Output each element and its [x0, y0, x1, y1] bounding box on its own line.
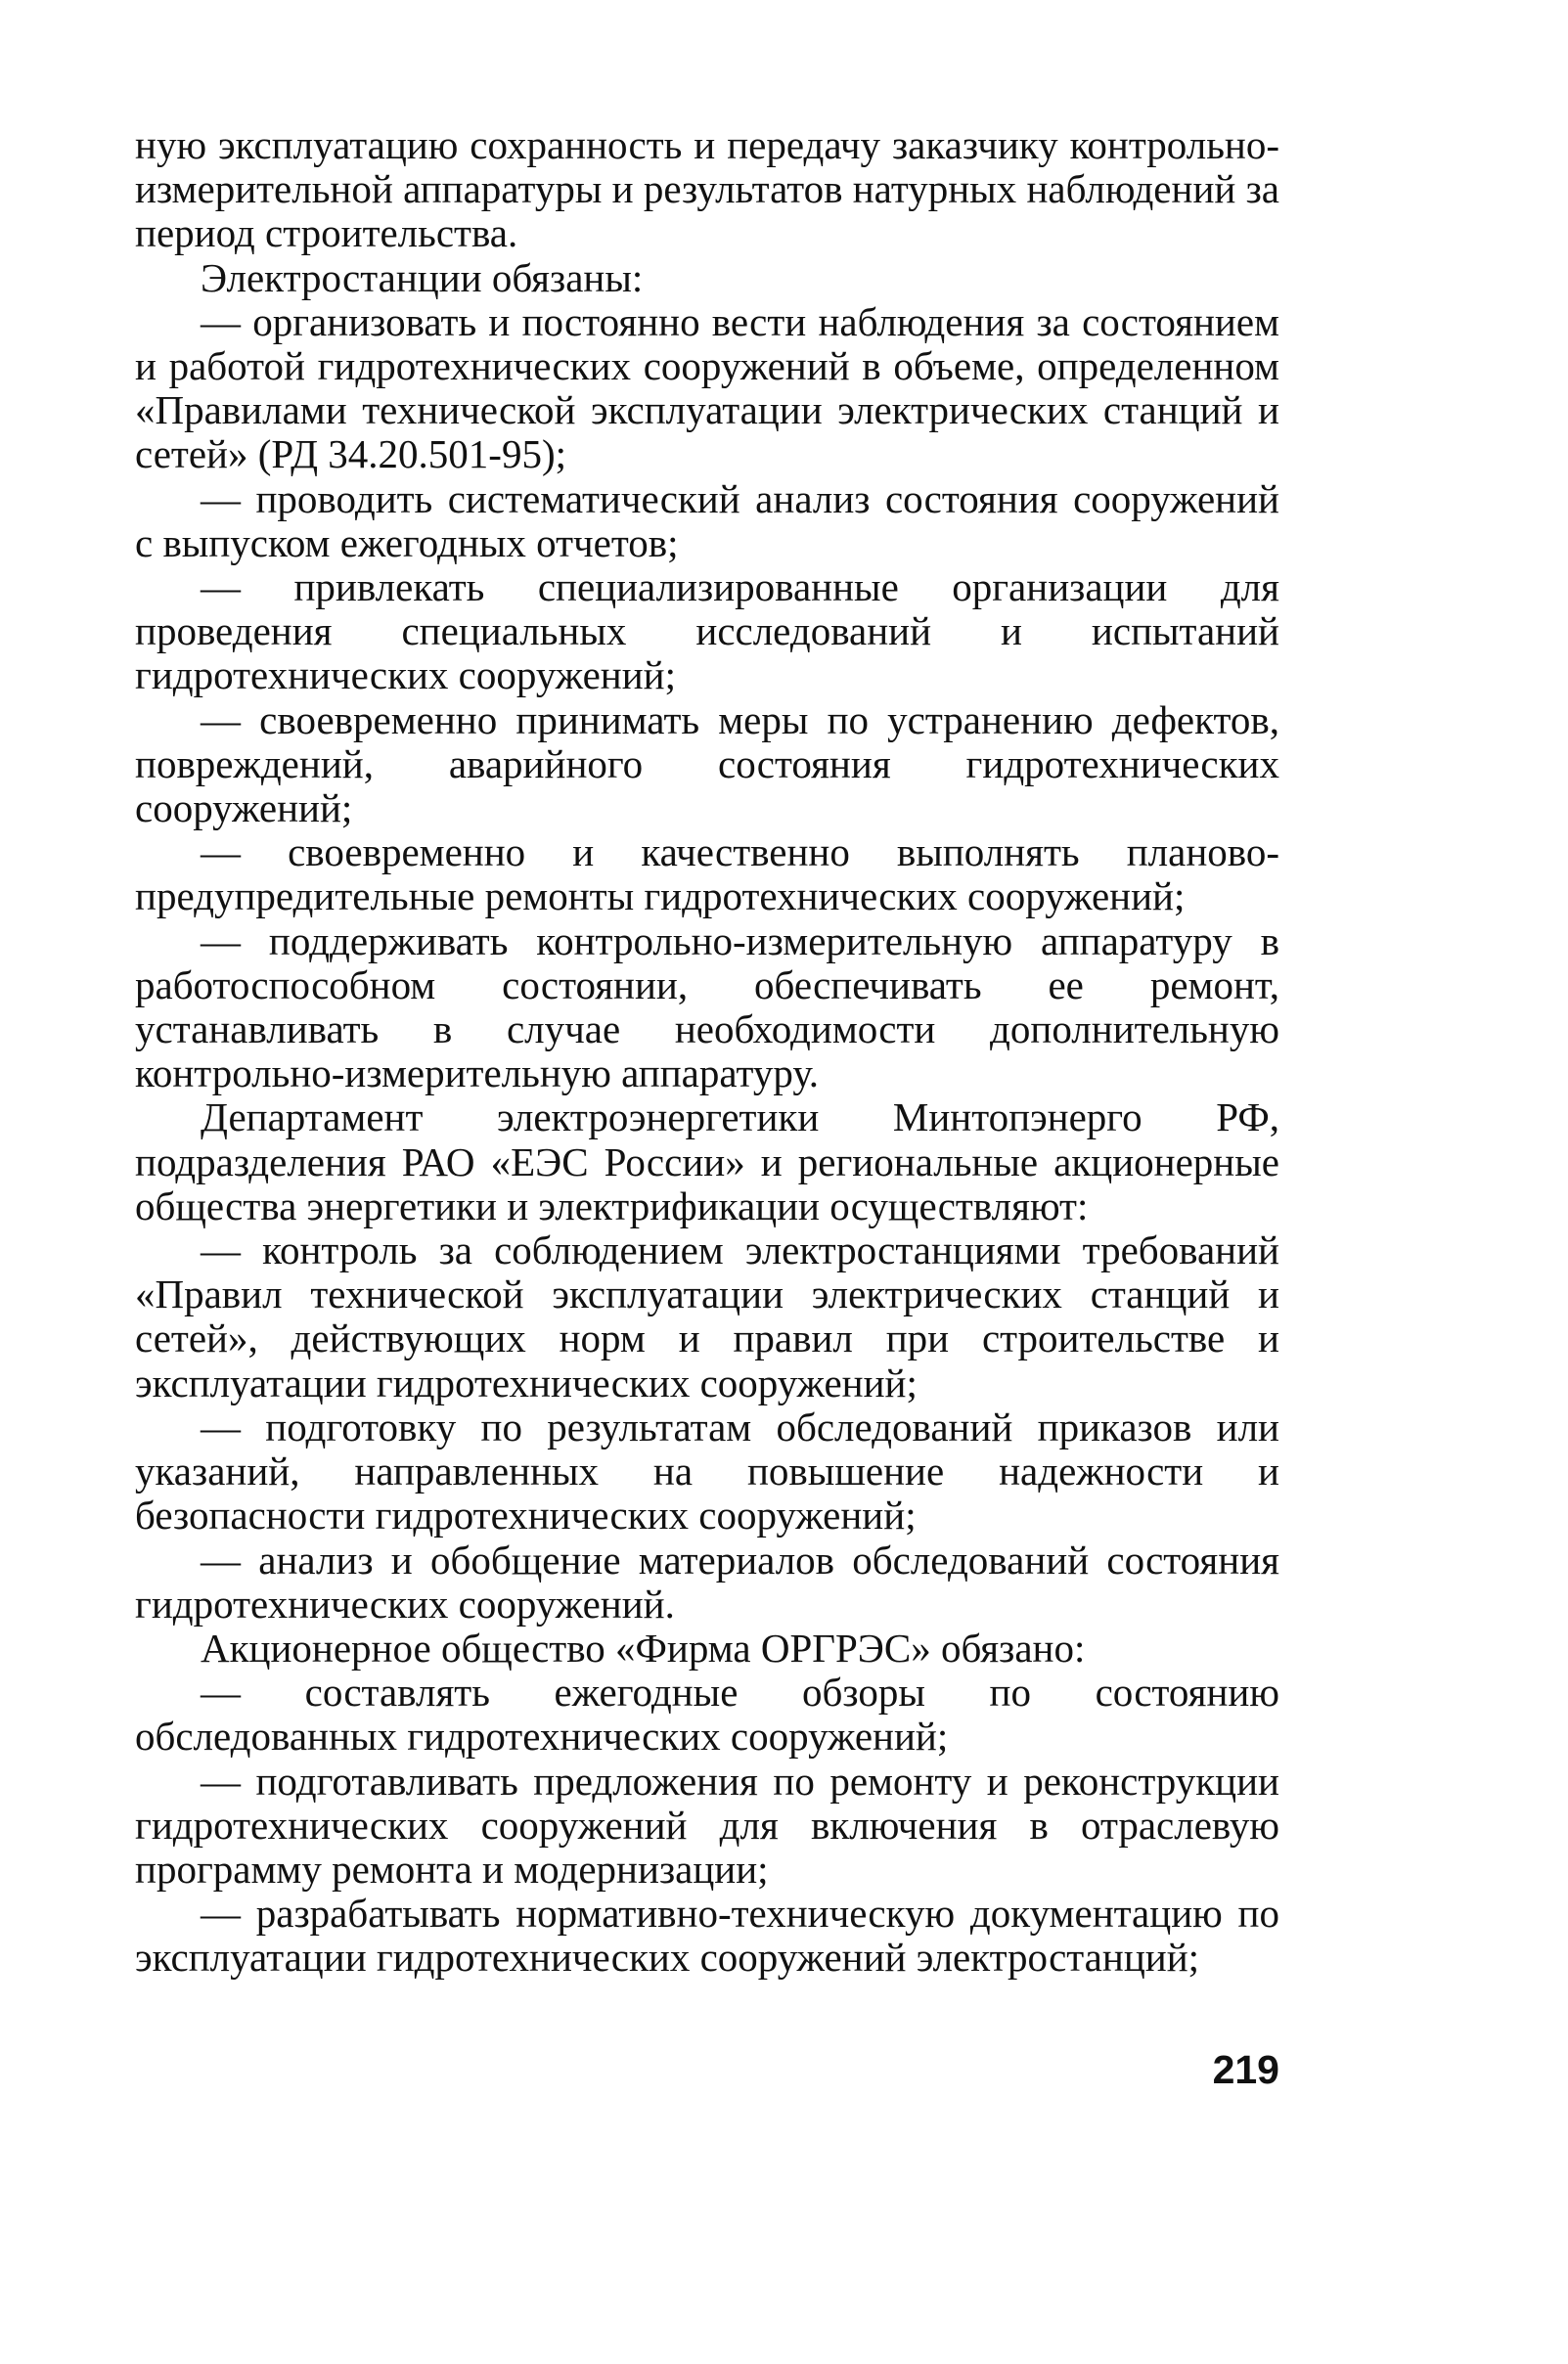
paragraph-department-heading: Департамент электроэнергетики Минтопэнерго РФ, подразделения РАО «ЕЭС России» и региональные акционерные общества энергетики и электрификации осуществляют:	[135, 1094, 1279, 1228]
paragraph-orgres-heading: Акционерное общество «Фирма ОРГРЭС» обязано:	[201, 1625, 1086, 1671]
list-item: — подготовку по результатам обследований приказов или указаний, направленных на повышение надежности и безопасности гидротехнических сооружений;	[135, 1404, 1279, 1539]
list-item: — анализ и обобщение материалов обследований состояния гидротехнических сооружений.	[135, 1537, 1279, 1627]
list-item: — поддерживать контрольно-измерительную аппаратуру в работоспособном состоянии, обеспечивать ее ремонт, устанавливать в случае необходимости дополнительную контрольно-измерительную аппаратуру.	[135, 917, 1279, 1096]
list-item: — своевременно и качественно выполнять планово-предупредительные ремонты гидротехнических сооружений;	[135, 829, 1279, 919]
list-item: — проводить систематический анализ состояния сооружений с выпуском ежегодных отчетов;	[135, 475, 1279, 565]
list-item: — организовать и постоянно вести наблюдения за состоянием и работой гидротехнических сооружений в объеме, определенном «Правилами технической эксплуатации электрических станций и сетей» (РД 34.20.501-95);	[135, 298, 1279, 477]
list-item: — разрабатывать нормативно-техническую документацию по эксплуатации гидротехнических сооружений электростанций;	[135, 1891, 1279, 1981]
paragraph-continuation: ную эксплуатацию сохранность и передачу заказчику контрольно-измерительной аппаратуры и результатов натурных наблюдений за период строительства.	[135, 122, 1279, 256]
list-item: — своевременно принимать меры по устранению дефектов, повреждений, аварийного состояния гидротехнических сооружений;	[135, 696, 1279, 831]
list-item: — контроль за соблюдением электростанциями требований «Правил технической эксплуатации электрических станций и сетей», действующих норм и правил при строительстве и эксплуатации гидротехнических сооружений;	[135, 1227, 1279, 1405]
list-item: — подготавливать предложения по ремонту и реконструкции гидротехнических сооружений для включения в отраслевую программу ремонта и модернизации;	[135, 1758, 1279, 1892]
list-item: — привлекать специализированные организации для проведения специальных исследований и испытаний гидротехнических сооружений;	[135, 564, 1279, 698]
paragraph-power-stations-heading: Электростанции обязаны:	[201, 254, 644, 300]
page-number: 219	[1212, 2047, 1279, 2092]
page-body	[135, 123, 1279, 1981]
list-item: — составлять ежегодные обзоры по состоянию обследованных гидротехнических сооружений;	[135, 1670, 1279, 1760]
